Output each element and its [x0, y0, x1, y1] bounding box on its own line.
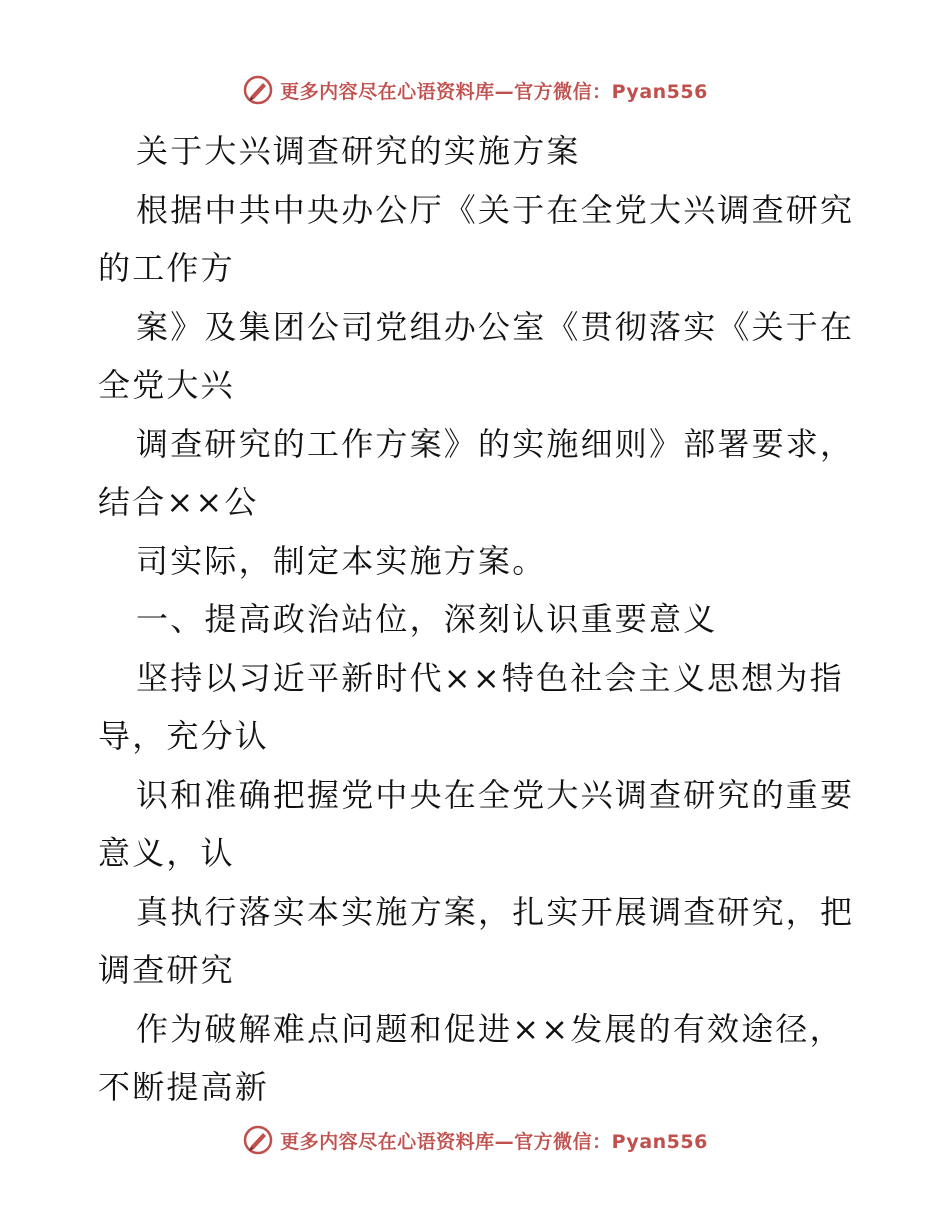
paragraph-line: 司实际，制定本实施方案。 — [136, 541, 547, 580]
paragraph-line: 坚持以习近平新时代××特色社会主义思想为指 — [136, 658, 844, 697]
paragraph-line: 导，充分认 — [98, 717, 270, 755]
document-title: 关于大兴调查研究的实施方案 — [136, 132, 581, 170]
watermark-text: 更多内容尽在心语资料库—官方微信：Pyan556 — [280, 80, 708, 103]
pen-logo-icon — [242, 1124, 274, 1156]
paragraph-line: 调查研究的工作方案》的实施细则》部署要求， — [136, 424, 855, 463]
paragraph-line: 作为破解难点问题和促进××发展的有效途径， — [136, 1009, 844, 1048]
document-body — [98, 122, 858, 1117]
paragraph-line: 全党大兴 — [98, 366, 235, 404]
paragraph-line: 案》及集团公司党组办公室《贯彻落实《关于在 — [136, 307, 855, 346]
paragraph-line: 调查研究 — [98, 951, 235, 989]
paragraph-line: 结合××公 — [98, 483, 259, 521]
watermark-header — [0, 70, 950, 110]
paragraph-line: 真执行落实本实施方案，扎实开展调查研究，把 — [136, 892, 855, 931]
paragraph-line: 意义，认 — [98, 834, 235, 872]
paragraph-line: 根据中共中央办公厅《关于在全党大兴调查研究 — [136, 190, 855, 229]
watermark-text: 更多内容尽在心语资料库—官方微信：Pyan556 — [280, 1130, 708, 1153]
paragraph-line: 识和准确把握党中央在全党大兴调查研究的重要 — [136, 775, 855, 814]
paragraph-line: 不断提高新 — [98, 1068, 270, 1106]
pen-logo-icon — [242, 74, 274, 106]
paragraph-line: 的工作方 — [98, 249, 235, 287]
section-heading: 一、提高政治站位，深刻认识重要意义 — [136, 600, 718, 638]
watermark-footer — [0, 1120, 950, 1160]
